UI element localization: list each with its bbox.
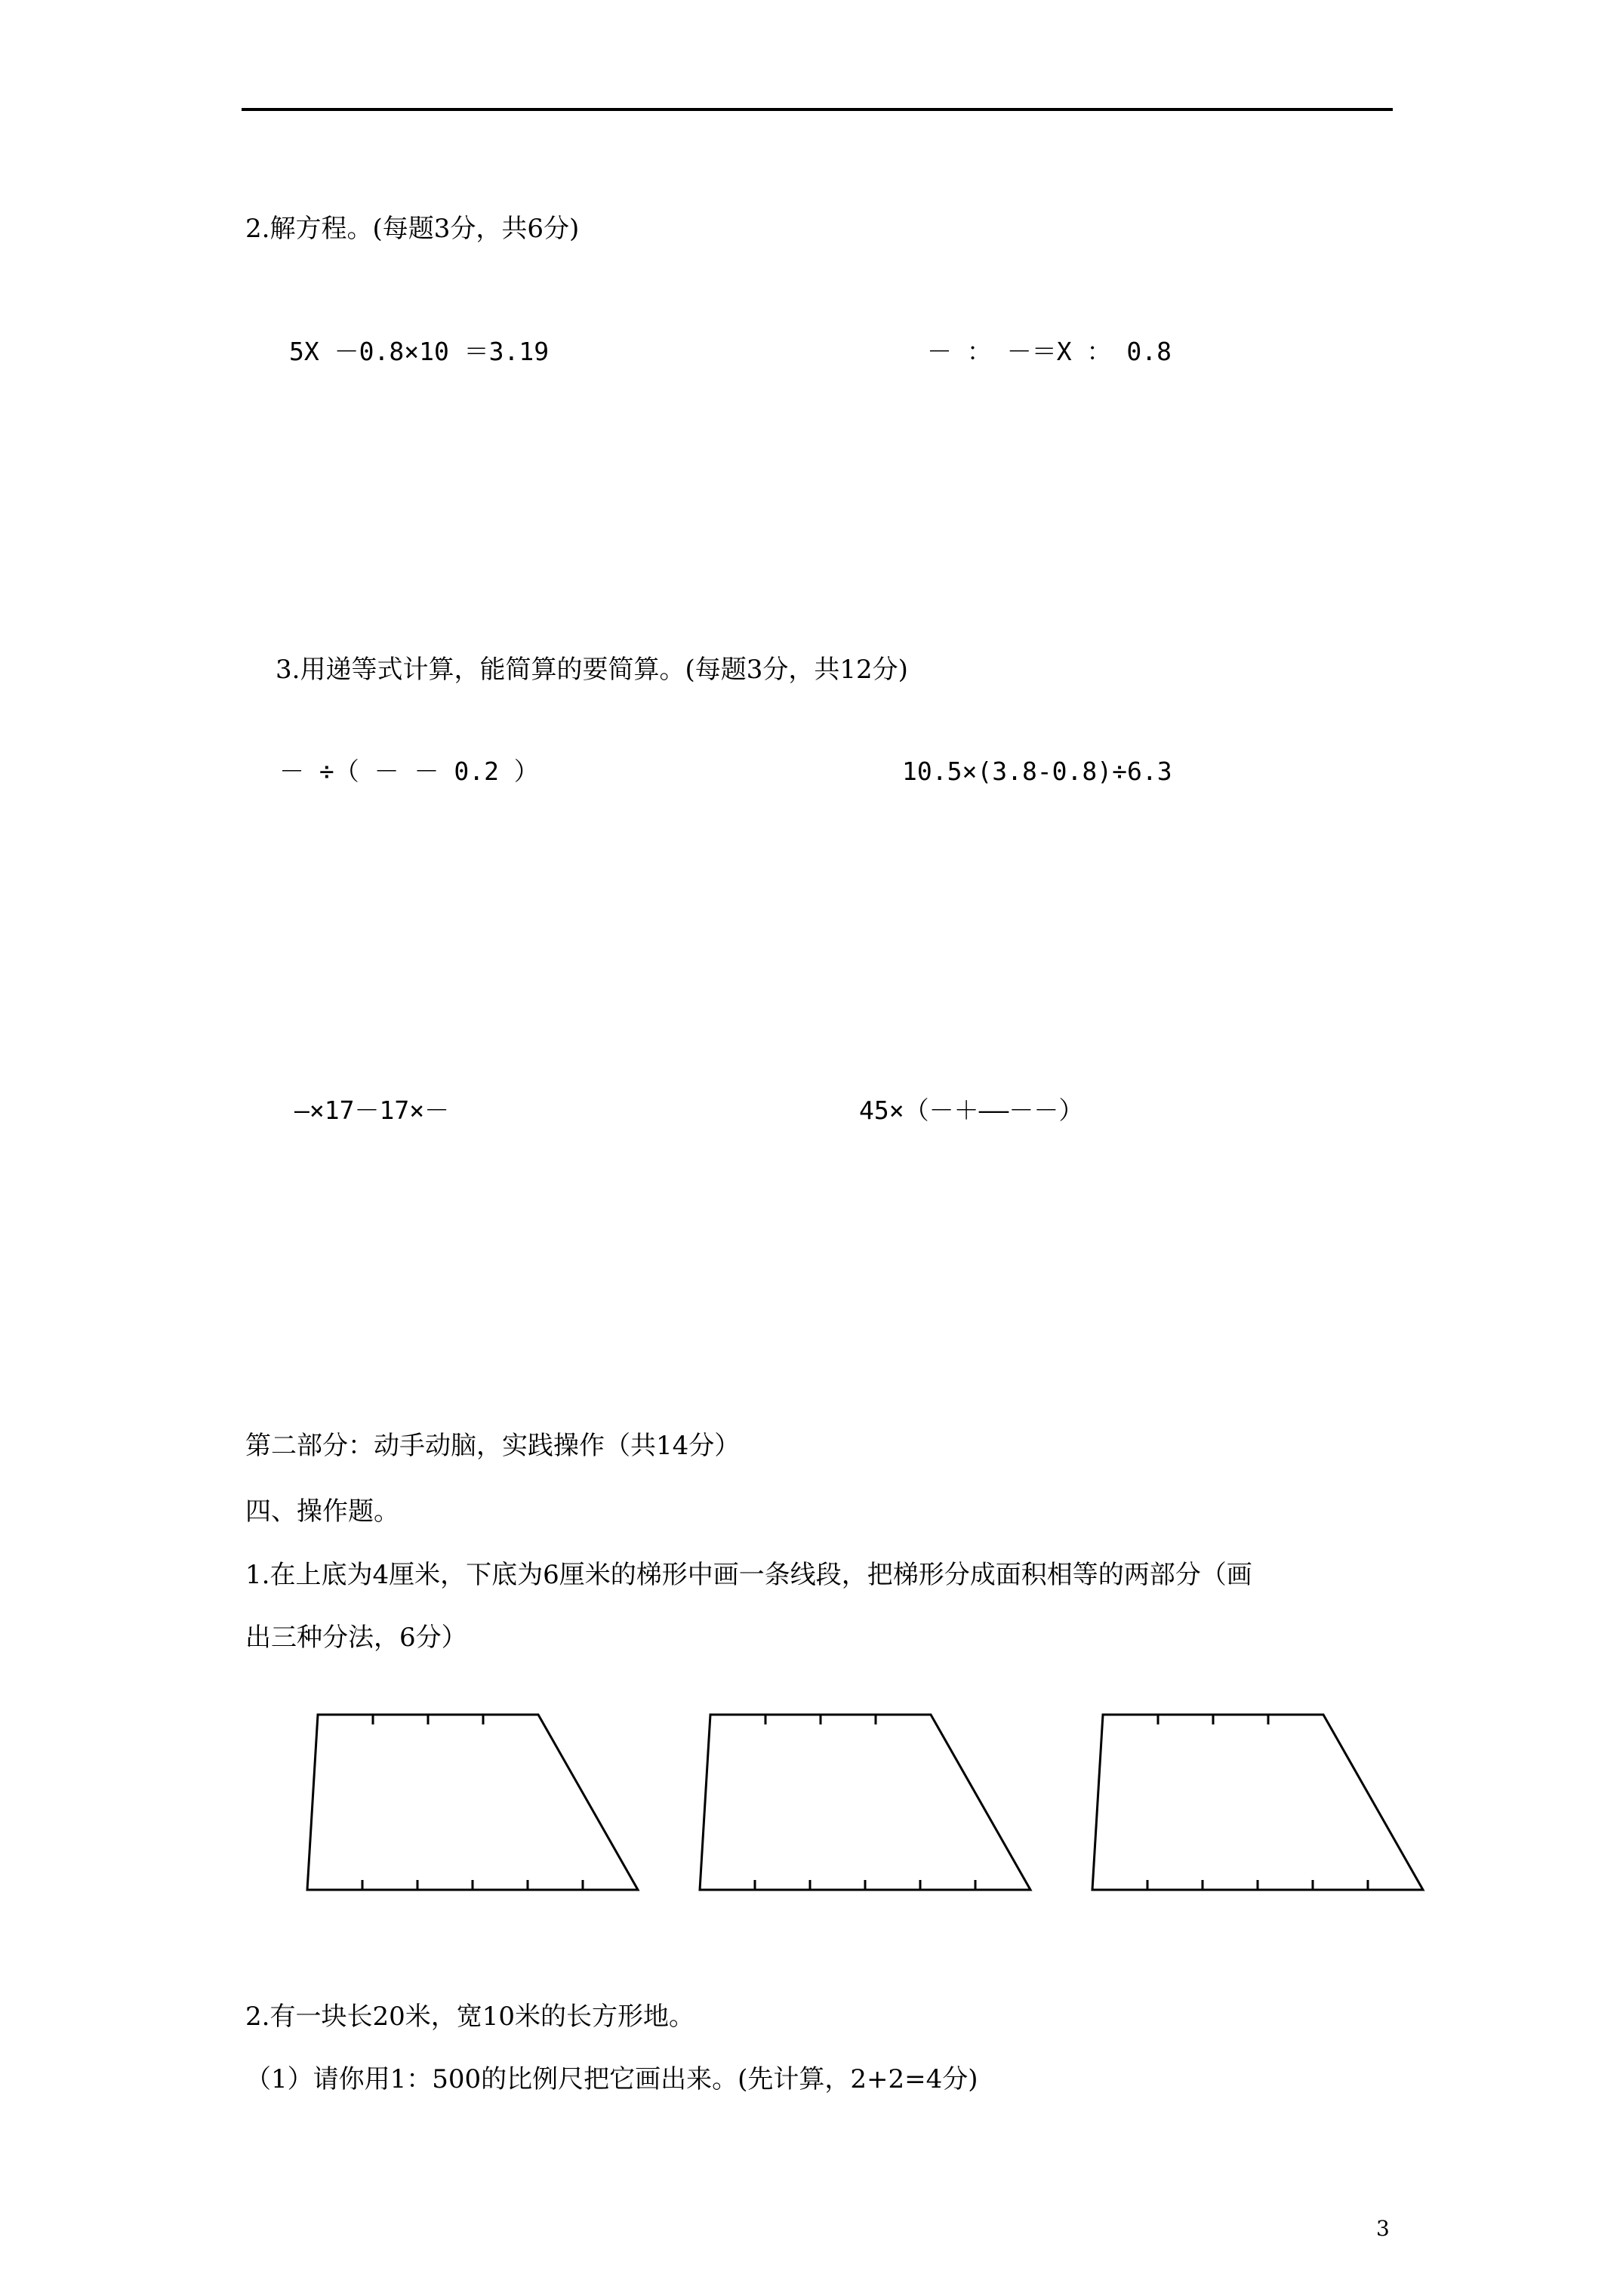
trapezoid-figure-1: [298, 1710, 645, 1906]
page-number: 3: [1376, 2216, 1390, 2241]
expression-1: － ÷（ － － 0.2 ）: [279, 757, 539, 786]
header-rule: [242, 108, 1393, 111]
equation-2: － ： －＝X ： 0.8: [927, 337, 1172, 366]
trapezoid-outline: [1092, 1715, 1423, 1890]
expression-2: 10.5×(3.8-0.8)÷6.3: [902, 757, 1172, 786]
trapezoid-outline: [307, 1715, 638, 1890]
task-2-subquestion-1: （1）请你用1：500的比例尺把它画出来。(先计算，2+2=4分): [245, 2064, 978, 2094]
expression-3: —×17－17×－: [294, 1096, 450, 1125]
trapezoid-figure-2: [691, 1710, 1038, 1906]
part-two-heading: 第二部分：动手动脑，实践操作（共14分）: [245, 1431, 741, 1461]
section-heading: 四、操作题。: [245, 1496, 399, 1527]
trapezoid-outline: [700, 1715, 1030, 1890]
expression-4: 45×（－＋——－－）: [859, 1096, 1084, 1125]
trapezoid-figure-3: [1083, 1710, 1431, 1906]
equation-1: 5X －0.8×10 ＝3.19: [289, 337, 550, 366]
q2-heading: 2.解方程。(每题3分，共6分): [245, 214, 580, 244]
q3-heading: 3.用递等式计算，能简算的要简算。(每题3分，共12分): [276, 655, 908, 685]
task-2-heading: 2.有一块长20米，宽10米的长方形地。: [245, 2002, 694, 2032]
task-1-line-1: 1.在上底为4厘米，下底为6厘米的梯形中画一条线段，把梯形分成面积相等的两部分（画: [245, 1560, 1252, 1590]
task-1-line-2: 出三种分法，6分）: [245, 1623, 467, 1653]
